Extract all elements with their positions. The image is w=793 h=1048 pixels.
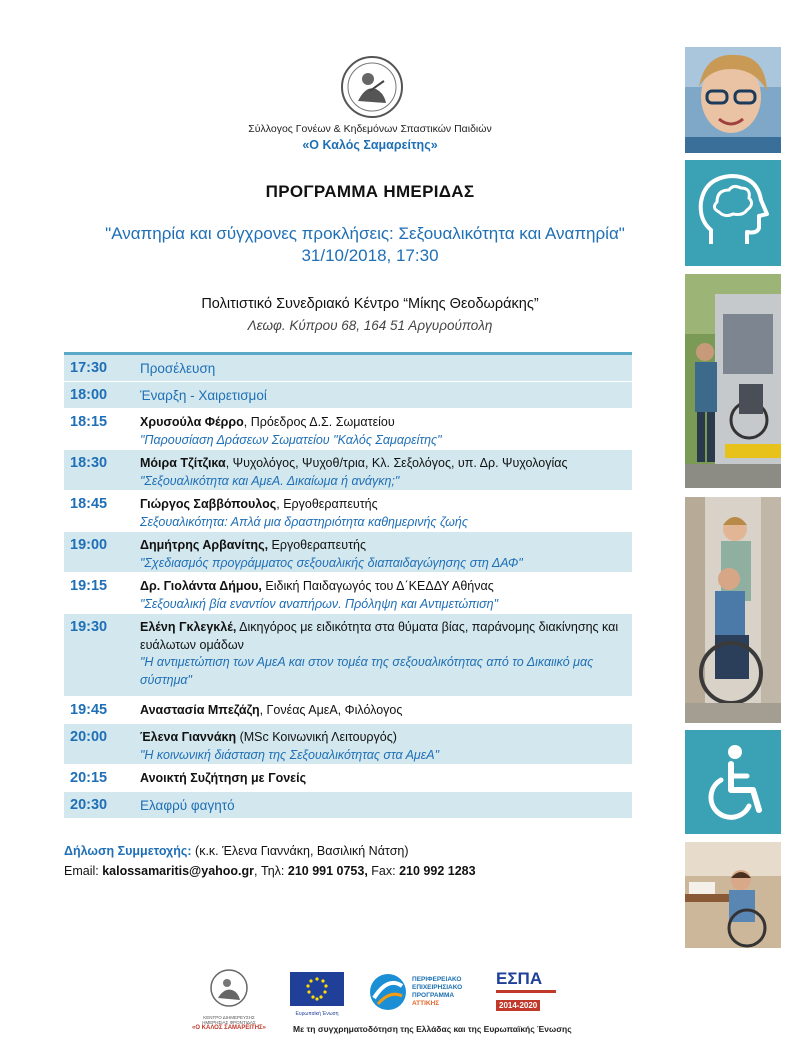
- row-time: 20:15: [70, 770, 108, 786]
- photo-wheelchair-user: [685, 497, 781, 723]
- talk-title: "Σχεδιασμός προγράμματος σεξουαλικής διαπαιδαγώγησης στη ΔΑΦ": [140, 555, 523, 570]
- speaker-role: Ειδική Παιδαγωγός του Δ΄ΚΕΔΔΥ Αθήνας: [261, 579, 494, 593]
- speaker-role: Δικηγόρος με ειδικότητα στα θύματα βίας, παράνομης διακίνησης και ευάλωτων ομάδων: [140, 620, 619, 652]
- event-date: 31/10/2018, 17:30: [301, 246, 439, 265]
- region-line-3: ΠΡΟΓΡΑΜΜΑ: [412, 992, 455, 999]
- kalos-samaritis-footer-logo: [190, 968, 268, 1031]
- row-time: 18:45: [70, 496, 108, 512]
- speaker-name: Γιώργος Σαββόπουλος: [140, 497, 277, 511]
- speaker-role: (MSc Κοινωνική Λειτουργός): [236, 730, 397, 744]
- schedule-row: [64, 697, 632, 724]
- row-time: 19:00: [70, 537, 108, 553]
- schedule-row: [64, 724, 632, 765]
- row-label: Έναρξη - Χαιρετισμοί: [140, 388, 267, 403]
- head-brain-icon: [685, 160, 781, 266]
- region-line-2: ΕΠΙΧΕΙΡΗΣΙΑΚΟ: [412, 984, 463, 991]
- photo-boy-studying: [685, 842, 781, 948]
- speaker-role: , Γονέας ΑμεΑ, Φιλόλογος: [259, 703, 403, 717]
- schedule-row: [64, 491, 632, 532]
- speaker-name: Μόιρα Τζίτζικα: [140, 456, 226, 470]
- footer-logo-caption: «Ο ΚΑΛΟΣ ΣΑΜΑΡΕΙΤΗΣ»: [192, 1025, 266, 1031]
- schedule-row: [64, 450, 632, 491]
- fax-number: 210 992 1283: [399, 864, 476, 878]
- speaker-name: Έλενα Γιαννάκη: [140, 730, 237, 744]
- talk-title: "Παρουσίαση Δράσεων Σωματείου "Καλός Σαμαρείτης": [140, 432, 442, 447]
- talk-title: Σεξουαλικότητα: Απλά μια δραστηριότητα καθημερινής ζωής: [140, 514, 468, 529]
- venue-name: Πολιτιστικό Συνεδριακό Κέντρο “Μίκης Θεοδωράκης”: [201, 296, 539, 312]
- footer-logo-caption-top: ΚΕΝΤΡΟ ΔΙΗΜΕΡΕΥΣΗΣ ΗΜΕΡΗΣΙΑΣ ΦΡΟΝΤΙΔΑΣ: [202, 1015, 256, 1025]
- talk-title: "Η κοινωνική διάσταση της Σεξουαλικότητας στα ΑμεΑ": [140, 747, 440, 762]
- row-time: 19:30: [70, 619, 108, 635]
- wheelchair-icon: [685, 730, 781, 834]
- talk-title: "Η αντιμετώπιση των ΑμεΑ και στον τομέα της σεξουαλικότητας από το Δικαιικό μας σύστημα": [140, 655, 594, 687]
- row-time: 20:30: [70, 797, 108, 813]
- registration-contacts: (κ.κ. Έλενα Γιαννάκη, Βασιλική Νάτση): [191, 844, 409, 858]
- speaker-role: , Εργοθεραπευτής: [276, 497, 378, 511]
- espa-logo: [496, 970, 562, 1014]
- page-title: ΠΡΟΓΡΑΜΜΑ ΗΜΕΡΙΔΑΣ: [265, 182, 475, 201]
- event-subtitle: "Αναπηρία και σύγχρονες προκλήσεις: Σεξουαλικότητα και Αναπηρία": [105, 224, 625, 243]
- row-time: 19:45: [70, 702, 108, 718]
- photo-child-glasses: [685, 47, 781, 153]
- region-line-4: ΑΤΤΙΚΗΣ: [412, 1000, 440, 1007]
- eu-caption: Ευρωπαϊκή Ένωση: [295, 1011, 339, 1017]
- fax-label: Fax:: [367, 864, 400, 878]
- schedule-table: [64, 352, 632, 819]
- talk-title: "Σεξουαλική βία εναντίον αναπήρων. Πρόληψη και Αντιμετώπιση": [140, 596, 499, 611]
- speaker-name: Δημήτρης Αρβανίτης,: [140, 538, 269, 552]
- photo-wheelchair-lift: [685, 274, 781, 488]
- organization-name: Σύλλογος Γονέων & Κηδεμόνων Σπαστικών Παιδιών: [248, 123, 492, 135]
- schedule-row: [64, 614, 632, 697]
- phone-number: 210 991 0753,: [287, 864, 368, 878]
- row-label: Προσέλευση: [140, 361, 216, 376]
- espa-title: ΕΣΠΑ: [496, 969, 543, 988]
- schedule-row: [64, 382, 632, 409]
- speaker-name: Ελένη Γκλεγκλέ,: [140, 620, 237, 634]
- email-label: Email:: [64, 864, 103, 878]
- row-time: 20:00: [70, 729, 108, 745]
- row-time: 18:00: [70, 387, 108, 403]
- schedule-row: [64, 573, 632, 614]
- speaker-role: , Πρόεδρος Δ.Σ. Σωματείου: [243, 415, 395, 429]
- row-time: 19:15: [70, 578, 108, 594]
- speaker-role: Εργοθεραπευτής: [268, 538, 366, 552]
- schedule-row: [64, 765, 632, 792]
- row-time: 17:30: [70, 360, 108, 376]
- speaker-name: Χρυσούλα Φέρρο: [140, 415, 244, 429]
- organization-motto: «Ο Καλός Σαμαρείτης»: [302, 138, 438, 152]
- attica-region-logo: [368, 968, 480, 1016]
- region-line-1: ΠΕΡΙΦΕΡΕΙΑΚΟ: [412, 976, 462, 983]
- speaker-role: , Ψυχολόγος, Ψυχοθ/τρια, Κλ. Σεξολόγος, υπ. Δρ. Ψυχολογίας: [225, 456, 568, 470]
- schedule-row: [64, 532, 632, 573]
- email-address[interactable]: kalossamaritis@yahoo.gr: [102, 864, 255, 878]
- registration-info: [64, 841, 476, 881]
- eu-flag-logo: [290, 972, 344, 1017]
- association-seal-logo: [340, 55, 404, 119]
- espa-years: 2014-2020: [496, 1000, 540, 1011]
- schedule-row: [64, 409, 632, 450]
- talk-title: "Σεξουαλικότητα και ΑμεΑ. Δικαίωμα ή ανάγκη;": [140, 473, 400, 488]
- venue-address: Λεωφ. Κύπρου 68, 164 51 Αργυρούπολη: [247, 318, 493, 333]
- schedule-row: [64, 355, 632, 382]
- row-label: Ελαφρύ φαγητό: [140, 798, 235, 813]
- row-time: 18:15: [70, 414, 108, 430]
- speaker-name: Ανοικτή Συζήτηση με Γονείς: [140, 771, 307, 785]
- registration-label: Δήλωση Συμμετοχής:: [64, 844, 192, 858]
- speaker-name: Δρ. Γιολάντα Δήμου,: [140, 579, 262, 593]
- row-time: 18:30: [70, 455, 108, 471]
- speaker-name: Αναστασία Μπεζάζη: [140, 703, 260, 717]
- schedule-row: [64, 792, 632, 819]
- phone-label: , Τηλ:: [254, 864, 288, 878]
- cofinancing-note: Με τη συγχρηματοδότηση της Ελλάδας και της Ευρωπαϊκής Ένωσης: [293, 1024, 572, 1034]
